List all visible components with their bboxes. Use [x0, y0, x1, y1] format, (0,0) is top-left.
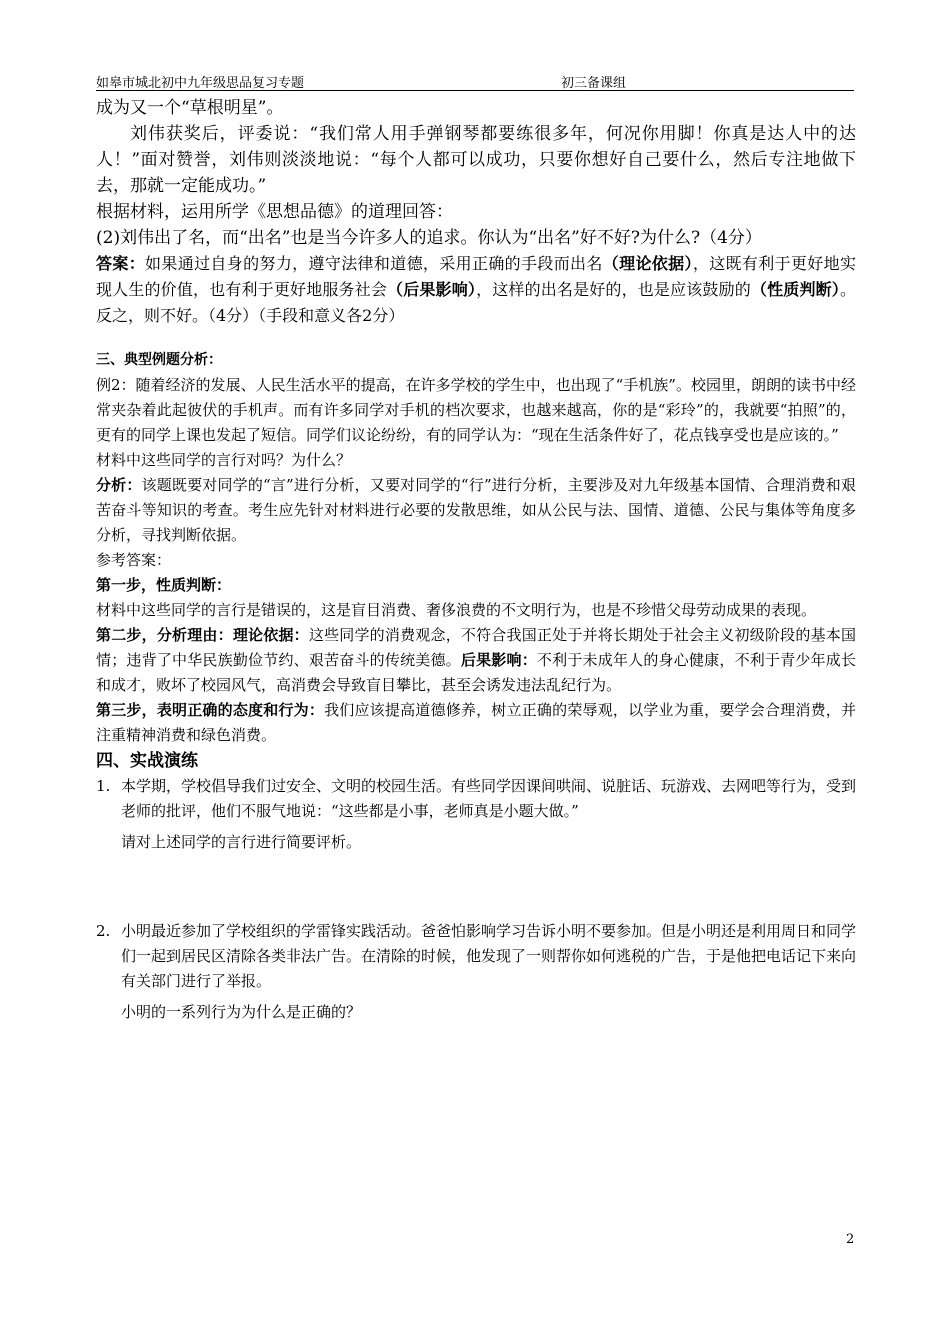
page-content — [96, 95, 856, 1025]
answer-space — [96, 855, 856, 919]
practice-item-text: 小明最近参加了学校组织的学雷锋实践活动。爸爸怕影响学习告诉小明不要参加。但是小明还是利用周日和同学们一起到居民区清除各类非法广告。在清除的时候，他发现了一则帮你如何逃税的广告，于是他把电话记下来向有关部门进行了举报。 — [121, 922, 857, 990]
step1-text: 材料中这些同学的言行是错误的，这是盲目消费、奢侈浪费的不文明行为，也是不珍惜父母劳动成果的表现。 — [96, 601, 817, 619]
intro-line: 成为又一个“草根明星”。 — [96, 98, 284, 118]
step2-consequence-text: 不利于未成年人的身心健康，不利于青少年成长和成才，败坏了校园风气，高消费会导致盲目攀比，甚至会诱发违法乱纪行为。 — [96, 651, 856, 694]
answer-tag-theory: （理论依据） — [602, 254, 693, 273]
analysis-label: 分析： — [96, 476, 142, 494]
spacer — [96, 329, 856, 347]
header-right-title: 初三备课组 — [561, 76, 627, 91]
answer-part-1: 如果通过自身的努力，遵守法律和道德，采用正确的手段而出名 — [145, 254, 603, 273]
answer-tag-consequence: （后果影响） — [387, 280, 477, 299]
practice-item-number: 1. — [96, 777, 111, 795]
analysis-text: 该题既要对同学的“言”进行分析，又要对同学的“行”进行分析，主要涉及对九年级基本国情、合理消费和艰苦奋斗等知识的考查。考生应先针对材料进行必要的发散思维，如从公民与法、国情、道德、公民与集体等角度多分析，寻找判断依据。 — [96, 476, 856, 544]
intro-paragraph: 刘伟获奖后，评委说：“我们常人用手弹钢琴都要练很多年，何况你用脚！你真是达人中的达人！”面对赞誉，刘伟则淡淡地说：“每个人都可以成功，只要你想好自己要什么，然后专注地做下去，那就一定能成功。” — [96, 124, 856, 196]
step3-label: 第三步，表明正确的态度和行为： — [96, 701, 325, 719]
practice-item-text: 本学期，学校倡导我们过安全、文明的校园生活。有些同学因课间哄闹、说脏话、玩游戏、去网吧等行为，受到老师的批评，他们不服气地说：“这些都是小事，老师真是小题大做。” — [121, 777, 857, 820]
step2 — [96, 623, 856, 698]
step2-theory-text: 这些同学的消费观念，不符合我国正处于并将长期处于社会主义初级阶段的基本国情；违背了中华民族勤俭节约、艰苦奋斗的传统美德。 — [96, 626, 856, 669]
practice-item-2 — [96, 919, 856, 994]
step2-label: 第二步，分析理由：理论依据： — [96, 626, 309, 644]
answer-part-3: ，这样的出名是好的，也是应该鼓励的 — [476, 280, 751, 299]
header-left-title: 如皋市城北初中九年级思品复习专题 — [96, 76, 305, 91]
step1-label: 第一步，性质判断： — [96, 576, 232, 594]
practice-item-question: 小明的一系列行为为什么是正确的？ — [121, 1003, 362, 1021]
example-text: 例2：随着经济的发展、人民生活水平的提高，在许多学校的学生中，也出现了“手机族”。校园里，朗朗的读书中经常夹杂着此起彼伏的手机声。而有许多同学对手机的档次要求，也越来越高，你的是“彩玲”的，我就要“拍照”的，更有的同学上课也发起了短信。同学们议论纷纷，有的同学认为：“现在生活条件好了，花点钱享受也是应该的。” — [96, 376, 856, 444]
example-question: 材料中这些同学的言行对吗？为什么？ — [96, 451, 352, 469]
intro-instruction: 根据材料，运用所学《思想品德》的道理回答： — [96, 202, 453, 222]
step3 — [96, 698, 856, 748]
page-number: 2 — [846, 1232, 855, 1247]
answer-tag-nature: （性质判断） — [750, 280, 840, 299]
intro-question: (2)刘伟出了名，而“出名”也是当今许多人的追求。你认为“出名”好不好?为什么?（4分） — [96, 228, 762, 248]
practice-item-1 — [96, 774, 856, 824]
step2-consequence-label: 后果影响： — [460, 651, 537, 669]
section3-title: 三、典型例题分析： — [96, 352, 222, 368]
intro-answer — [96, 251, 856, 329]
reference-answer-label: 参考答案： — [96, 551, 172, 569]
section4-title: 四、实战演练 — [96, 751, 198, 771]
practice-item-question: 请对上述同学的言行进行简要评析。 — [121, 833, 362, 851]
answer-label: 答案： — [96, 254, 146, 273]
answer-part-4: 。反之，则不好。（4分）（手段和意义各2分） — [96, 280, 856, 325]
practice-item-number: 2. — [96, 922, 111, 940]
analysis — [96, 473, 856, 548]
step3-text: 我们应该提高道德修养，树立正确的荣辱观，以学业为重，要学会合理消费，并注重精神消费和绿色消费。 — [96, 701, 856, 744]
page-header — [96, 70, 854, 91]
answer-part-2: ，这既有利于更好地实现人生的价值，也有利于更好地服务社会 — [96, 254, 856, 299]
